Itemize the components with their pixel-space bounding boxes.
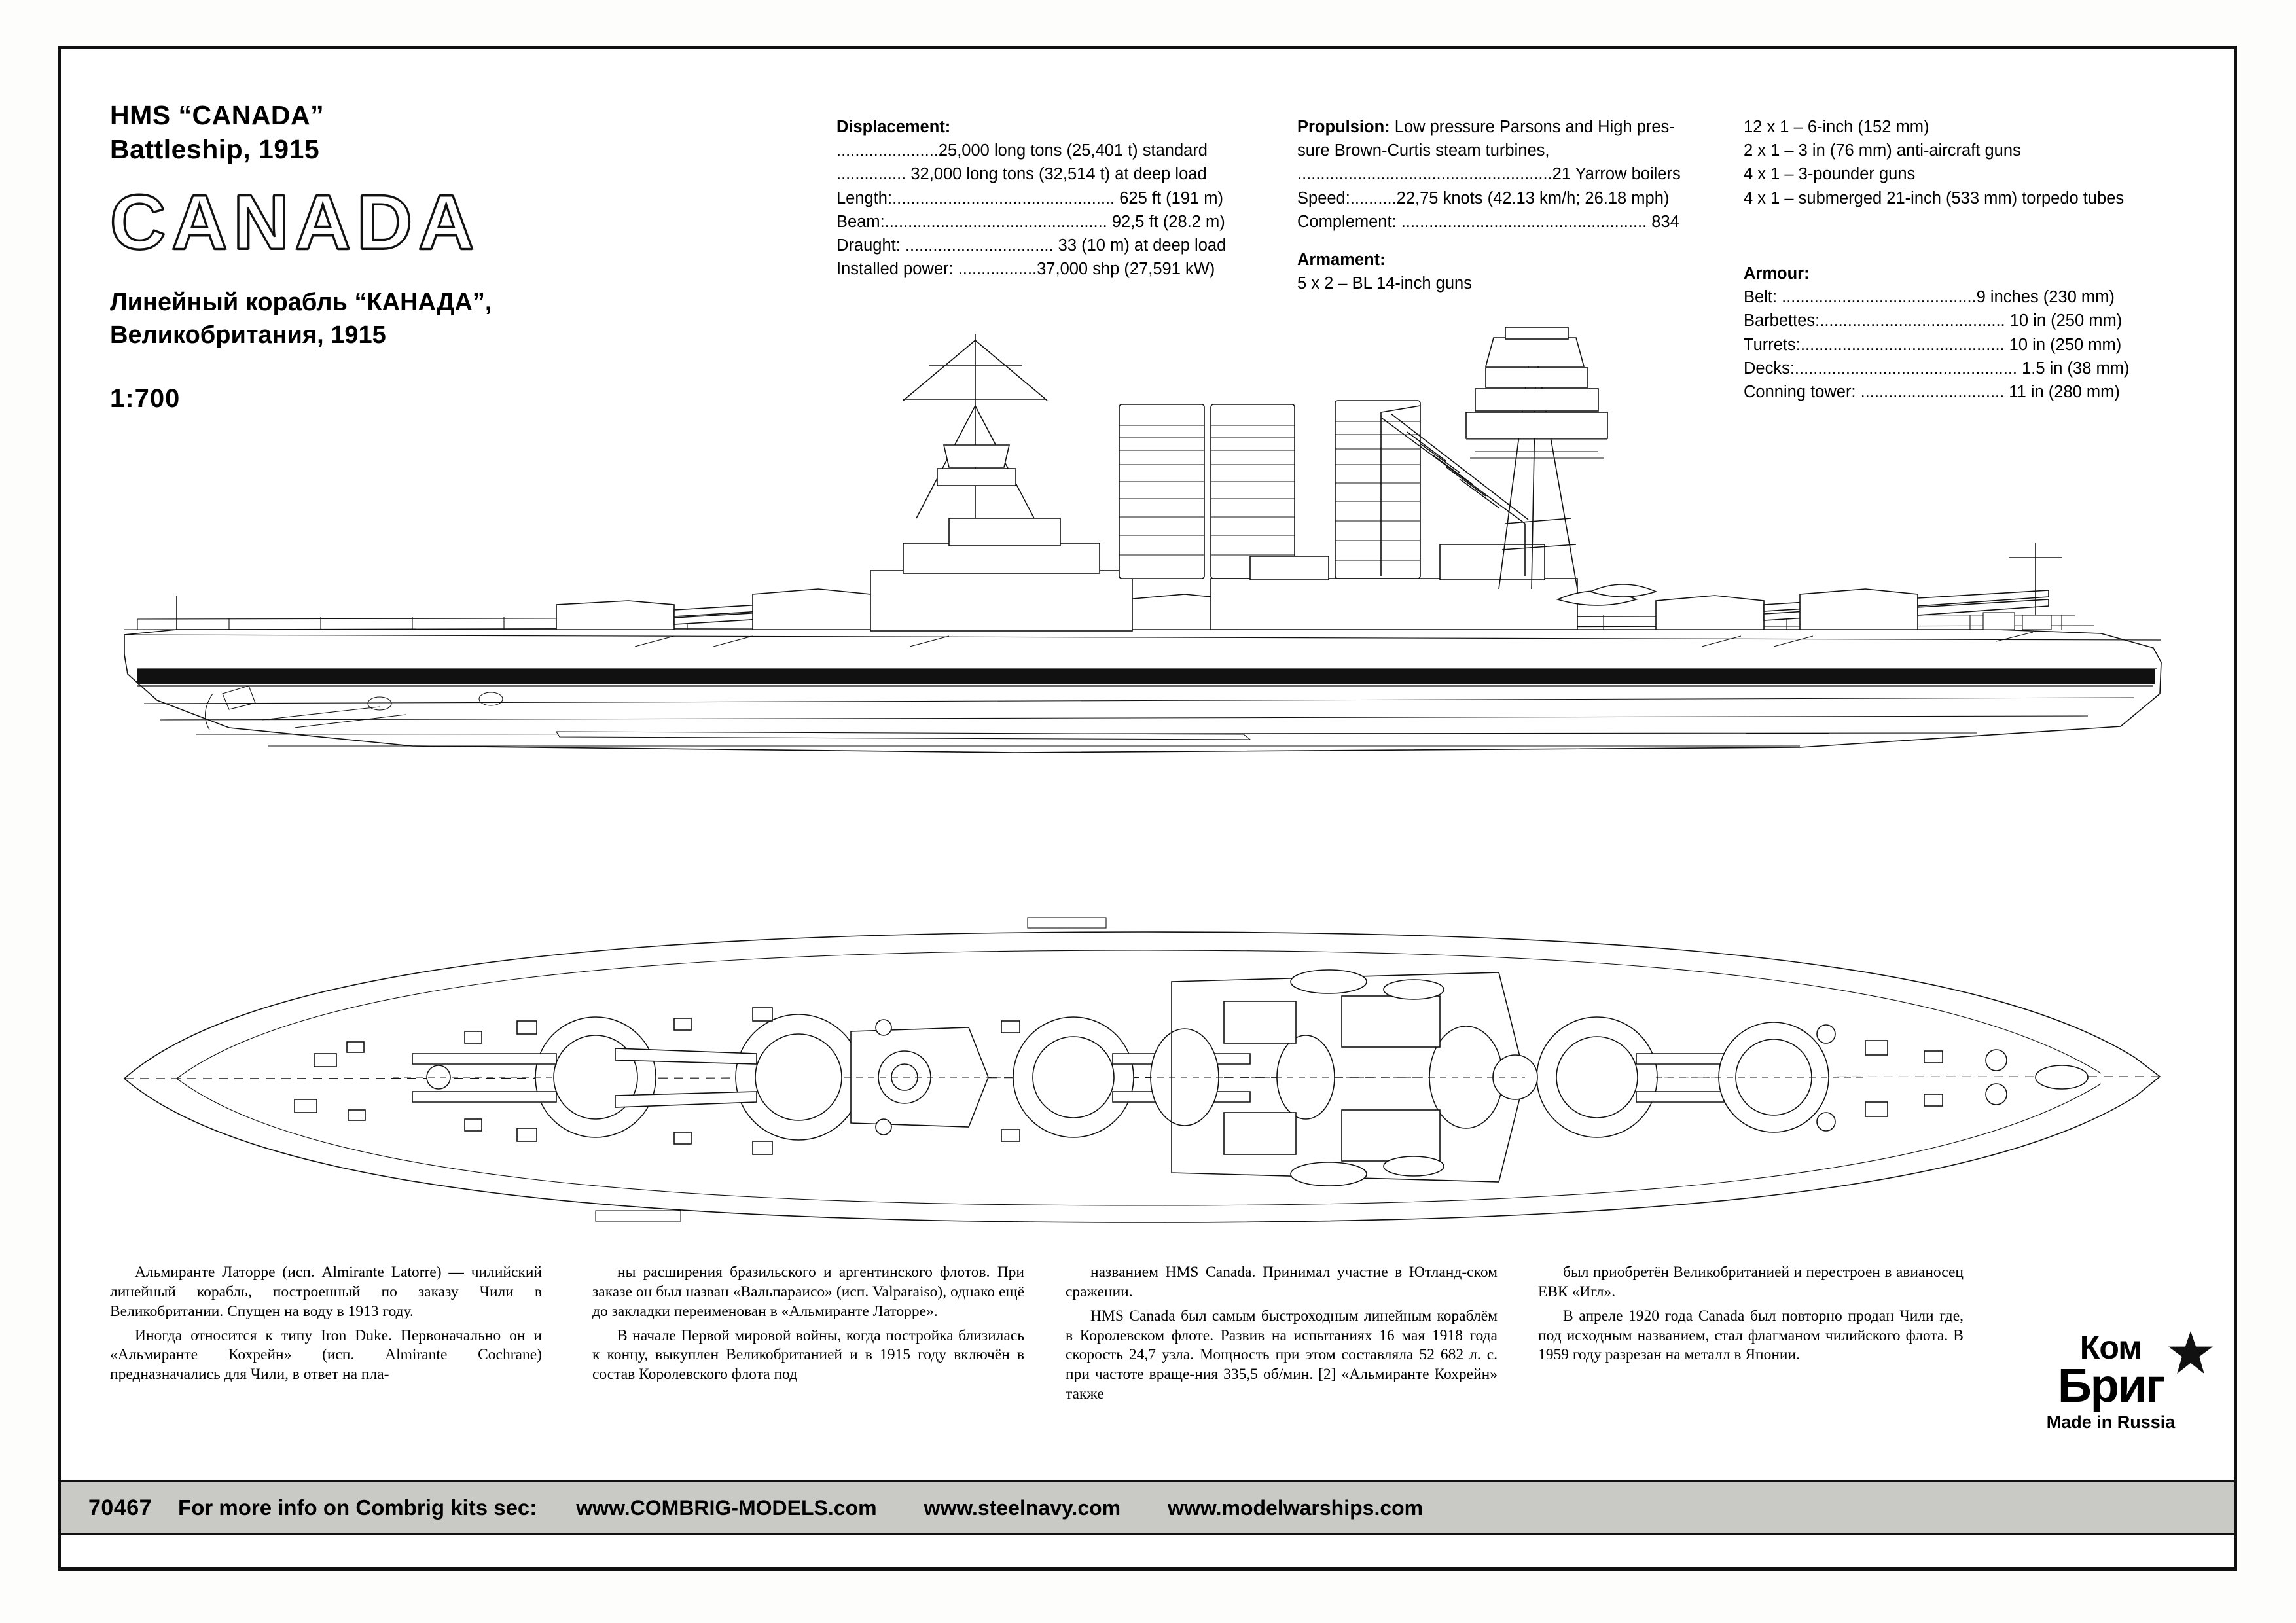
spec-row: 4 x 1 – 3-pounder guns [1744,165,1916,184]
spec-row: ......................25,000 long tons (25,401 t) standard [836,141,1208,160]
article-paragraph: был приобретён Великобританией и перестроен в авианосец ЕВК «Игл». [1538,1264,1964,1300]
title-english [110,98,817,167]
footer-more-info-label: For more info on Combrig kits sec: [178,1495,537,1520]
article-column-2 [592,1263,1024,1389]
spec-row: sure Brown-Curtis steam turbines, [1297,141,1550,160]
title-russian-line2: Великобритания, 1915 [110,321,386,349]
article-column-3 [1066,1263,1498,1409]
star-icon [2166,1329,2215,1378]
scale-label: 1:700 [110,384,181,414]
spec-row: Barbettes:........................................ 10 in (250 mm) [1744,312,2123,330]
spec-propulsion [1297,115,1755,295]
spec-guns [1744,115,2215,210]
title-english-line2: Battleship, 1915 [110,134,320,165]
article-paragraph: В начале Первой мировой войны, когда постройка близилась к концу, выкуплен Великобританией и в 1915 году включён в состав Королевского флота под [592,1327,1024,1383]
spec-row: Draught: ................................ 33 (10 m) at deep load [836,236,1227,255]
title-russian-line1: Линейный корабль “КАНАДА”, [110,288,492,316]
kit-number: 70467 [88,1495,152,1520]
spec-row: Complement: ..................................................... 834 [1297,212,1679,231]
spec-row: Installed power: .................37,000 shp (27,591 kW) [836,260,1215,279]
spec-row: ............... 32,000 long tons (32,514 t) at deep load [836,165,1207,184]
spec-row: Beam:................................................ 92,5 ft (28.2 m) [836,212,1225,231]
spec-row: 2 x 1 – 3 in (76 mm) anti-aircraft guns [1744,141,2021,160]
footer-link-steelnavy[interactable]: www.steelnavy.com [924,1495,1121,1520]
spec-propulsion-line1: Low pressure Parsons and High pres- [1390,118,1675,136]
article-paragraph: HMS Canada был самым быстроходным линейным кораблём в Королевском флоте. Развив на испытаниях 16 мая 1918 года скорость 24,7 узла. Мощность при этом составляла 52 682 л. с. при частоте враще-ния 335,5 об/мин. [2] «Альмиранте Кохрейн» также [1066,1307,1498,1403]
logo-made-in-russia: Made in Russia [2046,1412,2176,1433]
logo-line-brig: Бриг [2058,1360,2164,1412]
spec-row: Turrets:............................................ 10 in (250 mm) [1744,335,2122,354]
article-column-4 [1538,1263,1964,1370]
article-column-1 [110,1263,542,1389]
side-profile-svg [98,327,2193,910]
article-paragraph: Альмиранте Латорре (исп. Almirante Latorre) — чилийский линейный корабль, построенный по заказу Чили в Великобритании. Спущен на воду в 1913 году. [110,1264,542,1320]
spec-row: Decks:................................................ 1.5 in (38 mm) [1744,359,2130,378]
spec-row: Conning tower: ............................... 11 in (280 mm) [1744,383,2120,402]
spec-row: 12 x 1 – 6-inch (152 mm) [1744,118,1929,136]
article-paragraph: названием HMS Canada. Принимал участие в Ютланд-ском сражении. [1066,1264,1498,1300]
logo-line-kom: Ком [2079,1329,2142,1366]
article-paragraph: В апреле 1920 года Canada был повторно продан Чили где, под исходным названием, стал флагманом чилийского флота. В 1959 году разрезан на металл в Японии. [1538,1307,1964,1364]
spec-row: Length:................................................ 625 ft (191 m) [836,188,1223,207]
title-english-line1: HMS “CANADA” [110,100,325,130]
spec-row: 4 x 1 – submerged 21-inch (533 mm) torpedo tubes [1744,188,2125,207]
footer-link-combrig[interactable]: www.COMBRIG-MODELS.com [576,1495,877,1520]
spec-armament-heading: Armament: [1297,251,1386,270]
ship-plan-view-drawing [98,903,2193,1250]
spec-row: Speed:..........22,75 knots (42.13 km/h; 26.18 mph) [1297,188,1670,207]
spec-row: 5 x 2 – BL 14-inch guns [1297,274,1472,293]
footer-links [576,1496,1423,1520]
ship-side-profile-drawing [98,327,2193,910]
combrig-logo [2003,1329,2219,1472]
article-paragraph: ны расширения бразильского и аргентинского флотов. При заказе он был назван «Вальпараисо» (исп. Valparaiso), однако ещё до закладки переименован в «Альмиранте Латорре». [592,1264,1024,1320]
spec-armour-heading: Armour: [1744,264,1810,283]
canada-wordmark: CANADA [110,179,480,266]
footer-bar [61,1480,2234,1535]
article-paragraph: Иногда относится к типу Iron Duke. Первоначально он и «Альмиранте Кохрейн» (исп. Almirante Cochrane) предназначались для Чили, в ответ на пла- [110,1327,542,1383]
spec-displacement-heading: Displacement: [836,118,951,136]
spec-row: .......................................................21 Yarrow boilers [1297,165,1681,184]
footer-link-modelwarships[interactable]: www.modelwarships.com [1168,1495,1424,1520]
spec-propulsion-heading: Propulsion: [1297,118,1390,136]
spec-row: Belt: ..........................................9 inches (230 mm) [1744,288,2115,307]
plan-view-svg [98,903,2193,1250]
spec-row [1297,115,1755,139]
spec-displacement [836,115,1314,281]
